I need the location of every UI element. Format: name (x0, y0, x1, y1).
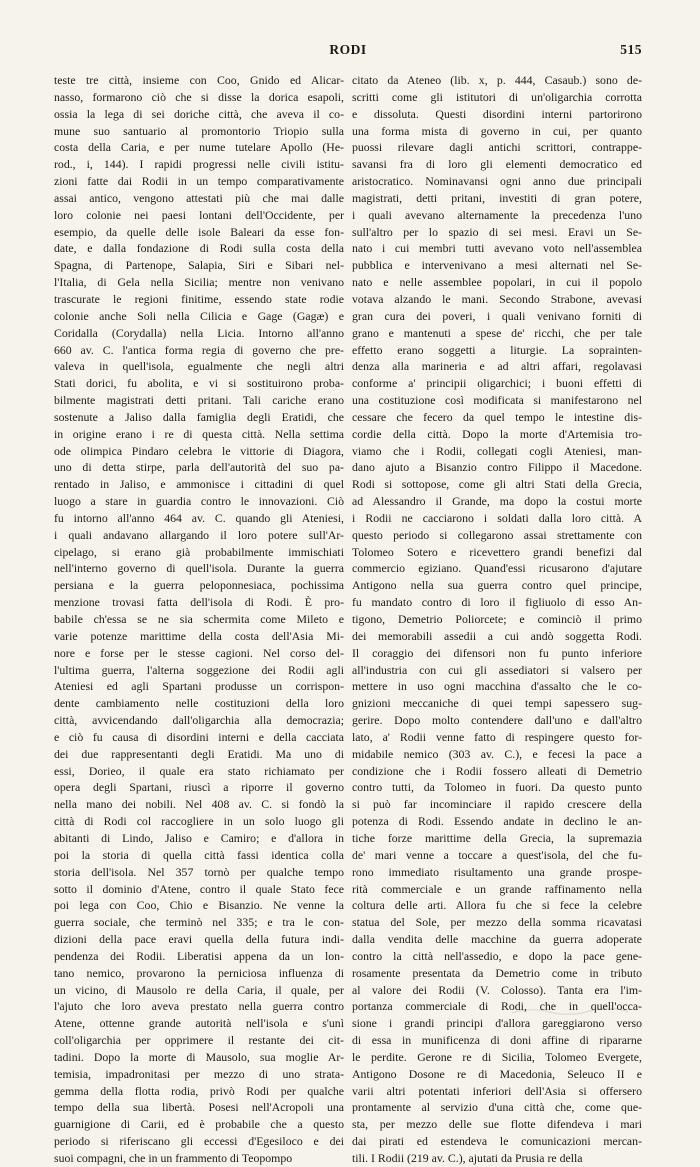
text-line: i quali andavano allargando il loro potere sull'Ar- (54, 527, 344, 542)
text-line: condizione che i Rodii fossero alleati di Demetrio (352, 763, 642, 778)
text-line: mune suo santuario al promontorio Triopio sulla (54, 123, 344, 138)
text-line: tadini. Dopo la morte di Mausolo, sua moglie Ar- (54, 1049, 344, 1064)
left-column (54, 72, 344, 1165)
text-line: Rodi si sottopose, come gli altri Stati della Grecia, (352, 477, 642, 492)
text-line: denza alla marineria e ad altri affari, regolavasi (352, 359, 642, 374)
text-line: statua del Sole, per mezzo della somma ricavatasi (352, 915, 642, 930)
text-line: poi la storia di quella città fassi identica colla (54, 847, 344, 862)
text-line: una costituzione così modificata si manifestarono nel (352, 393, 642, 408)
text-line: opera degli Spartani, riuscì a riporre il governo (54, 780, 344, 795)
text-line: coll'oligarchia per opprimere il restante dei cit- (54, 1033, 344, 1048)
text-line: puossi rilevare dagli antichi scrittori, contrappe- (352, 140, 642, 155)
text-line: Ateniesi ed agli Spartani produsse un corrispon- (54, 679, 344, 694)
text-line: tano nemico, provarono la perniciosa influenza di (54, 965, 344, 980)
text-line: dai pirati ed estendeva le comunicazioni mercan- (352, 1134, 642, 1149)
text-line: viamo che i Rodii, collegati cogli Ateniesi, man- (352, 443, 642, 458)
text-line: dei memorabili assedii a cui andò soggetta Rodi. (352, 628, 642, 643)
text-line: persiana e la guerra peloponnesiaca, pochissima (54, 578, 344, 593)
text-line: tigono, Demetrio Poliorcete; e cominciò il primo (352, 612, 642, 626)
text-line: citato da Ateneo (lib. x, p. 444, Casaub.) sono de- (352, 73, 642, 87)
text-line: gerire. Dopo molto contendere dall'uno e dall'altro (352, 713, 642, 728)
text-line: rono immediato risultamento una grande prospe- (352, 864, 642, 879)
text-line: tiche forze marittime della Grecia, la supremazia (352, 830, 642, 845)
text-line: lato, a' Rodii venne fatto di respingere questo for- (352, 729, 642, 744)
text-line: luogo a stare in guardia contro le innovazioni. Ciò (54, 494, 344, 509)
text-line: cordie della città. Dopo la morte d'Artemisia tro- (352, 426, 642, 441)
text-line: gemma della flotta rodia, privò Rodi per qualche (54, 1083, 344, 1098)
text-line: suoi compagni, che in un frammento di Teopompo (54, 1151, 293, 1165)
text-line: esempio, da quelle delle isole Baleari da esse fon- (54, 224, 344, 239)
text-line: nato e nelle assemblee popolari, in cui il popolo (352, 275, 642, 290)
text-line: assai antico, vengono attestati più che mai dalle (54, 190, 344, 205)
text-line: bilmente magistrati detti pritani. Tali cariche erano (54, 393, 344, 408)
text-line: savansi fra di loro gli elementi democratico ed (352, 157, 642, 172)
text-line: i Rodii ne cacciarono i soldati dalla loro città. A (352, 510, 642, 525)
text-line: poi lega con Coo, Chio e Bisanzio. Ne venne la (54, 898, 344, 913)
text-line: guarnigione di Carii, ed è probabile che a questo (54, 1117, 344, 1132)
text-line: nasso, formarono ciò che si disse la dorica esapoli, (54, 89, 344, 104)
text-line: valeva in quell'isola, egualmente che negli altri (54, 359, 344, 374)
text-line: prontamente al servizio d'una città che, come que- (352, 1100, 642, 1115)
right-column (352, 72, 642, 1165)
text-line: gnizioni meccaniche di quei tempi sapessero sug- (352, 696, 642, 711)
text-line: le perdite. Gerone re di Sicilia, Tolomeo Evergete, (352, 1049, 642, 1064)
text-line: pendenza dei Rodii. Liberatisi appena da un lon- (54, 948, 344, 963)
text-line: cessare che fecero da quel tempo le intestine dis- (352, 409, 642, 424)
text-line: nella mano dei nobili. Nel 408 av. C. si fondò la (54, 797, 344, 812)
text-line: scritti come gli istitutori di un'oligarchia corrotta (352, 89, 642, 104)
text-line: l'ultima guerra, l'alterna soggezione dei Rodii agli (54, 662, 344, 677)
text-line: conforme a' principii oligarchici; i buoni effetti di (352, 376, 642, 391)
text-line: varii altri potentati inferiori dell'Asia si offersero (352, 1083, 642, 1098)
text-line: Antigono nella sua guerra contro quel principe, (352, 578, 642, 593)
text-line: fu mandato contro di loro il figliuolo di esso An- (352, 595, 642, 610)
text-line: questo periodo si collegarono assai strettamente con (352, 527, 642, 542)
text-line: all'industria con cui gli assediatori si valsero per (352, 662, 642, 677)
text-line: mettere in uso ogni macchina d'assalto che le co- (352, 679, 642, 694)
text-line: de' mari venne a toccare a quest'isola, del che fu- (352, 847, 642, 862)
text-line: rità commerciale e un grande raffinamento nella (352, 881, 642, 896)
text-line: zioni fatte dai Rodii in un tempo comparativamente (54, 174, 344, 189)
text-line: pubblica e intervenivano a mesi alternati nel Se- (352, 258, 642, 273)
text-line: al valore dei Rodii (V. Colosso). Tanta era l'im- (352, 982, 642, 997)
text-line: grano e mantenuti a spese de' ricchi, che per tale (352, 325, 642, 340)
text-line: in origine erano i re di questa città. Nella settima (54, 426, 344, 441)
bleed-through-mark (510, 1005, 630, 1017)
text-line: effetto erano soggetti a liturgie. La soprainten- (352, 342, 642, 357)
text-line: 660 av. C. l'antica forma regia di governo che pre- (54, 342, 344, 357)
text-line: babile ch'essa se ne sia schermita come Mileto e (54, 612, 344, 626)
text-line: e ciò fu causa di disordini interni e della cacciata (54, 729, 344, 744)
text-line: potenza di Rodi. Essendo andate in declino le an- (352, 814, 642, 829)
text-line: date, e dalla fondazione di Rodi sulla costa della (54, 241, 344, 256)
text-line: tempo della sua libertà. Posesi nell'Acropoli una (54, 1100, 344, 1115)
text-line: rosamente presentata da Demetrio come in tributo (352, 965, 642, 980)
text-line: essi, Dorieo, il quale era stato richiamato per (54, 763, 344, 778)
text-line: contro tutti, da Tolomeo in fuori. Da questo punto (352, 780, 642, 795)
text-line: un vicino, di Mausolo re della Caria, il quale, per (54, 982, 344, 997)
text-line: cipelago, si erano già probabilmente immischiati (54, 544, 344, 559)
text-line: l'Italia, di Gela nella Sicilia; mentre non venivano (54, 275, 344, 290)
text-line: costa della Caria, e per nume tutelare Apollo (He- (54, 140, 344, 155)
text-line: città, avvicendando dall'oligarchia alla democrazia; (54, 713, 344, 728)
text-line: l'ajuto che loro aveva prestato nella guerra contro (54, 999, 344, 1014)
text-line: sull'altro per lo spazio di sei mesi. Eravi un Se- (352, 224, 642, 239)
text-line: aristocratico. Nominavansi ogni anno due principali (352, 174, 642, 189)
text-line: votava alzando le mani. Secondo Strabone, avevasi (352, 291, 642, 306)
text-line: commercio egiziano. Quand'essi ricusarono d'ajutare (352, 561, 642, 576)
text-columns (54, 72, 642, 1165)
text-line: guerra sociale, che terminò nel 335; e tra le con- (54, 915, 344, 930)
text-line: gran cura dei poveri, i quali venivano forniti di (352, 308, 642, 323)
text-line: sotto il dominio d'Atene, contro il quale Stato fece (54, 881, 344, 896)
text-line: midabile nemico (303 av. C.), e fecesi la pace a (352, 746, 642, 761)
text-line: sione i grandi principi d'allora gareggiarono verso (352, 1016, 642, 1031)
text-line: città di Rodi col raccogliere in un solo luogo gli (54, 814, 344, 829)
text-line: sta, per mezzo delle sue flotte difendeva i mari (352, 1117, 642, 1132)
text-line: colonie anche Soli nella Cilicia e Gage (Gagæ) e (54, 308, 344, 323)
text-line: nore e forse per le stesse cagioni. Nel corso del- (54, 645, 344, 660)
text-line: ode olimpica Pindaro celebra le vittorie di Diagora, (54, 443, 344, 458)
text-line: abitanti di Lindo, Jaliso e Camiro; e d'allora in (54, 830, 344, 845)
text-line: e dissoluta. Questi disordini interni partorirono (352, 106, 642, 121)
running-title: RODI (329, 42, 367, 57)
running-head (54, 42, 642, 62)
text-line: varie potenze marittime della costa dell'Asia Mi- (54, 628, 344, 643)
text-line: nell'interno governo di quell'isola. Durante la guerra (54, 561, 344, 576)
text-line: Tolomeo Sotero e ricevettero grandi benefizi dal (352, 544, 642, 559)
text-line: teste tre città, insieme con Coo, Gnido ed Alicar- (54, 73, 344, 87)
text-line: si può far incominciare il rapido crescere della (352, 797, 642, 812)
text-line: portanza commerciale di Rodi, che in quell'occa- (352, 999, 642, 1014)
text-line: i quali avevano alternamente la precedenza l'uno (352, 207, 642, 222)
text-line: menzione trovasi fatta dell'isola di Rodi. È pro- (54, 595, 344, 610)
text-line: dente cambiamento nelle costituzioni della loro (54, 696, 344, 711)
text-line: di essa in munificenza di doni affine di ripararne (352, 1033, 642, 1048)
text-line: periodo si riferiscano gli eccessi d'Egesiloco e dei (54, 1134, 344, 1149)
text-line: dalla vendita delle macchine da guerra adoperate (352, 932, 642, 947)
text-line: coltura delle arti. Allora fu che si fece la celebre (352, 898, 642, 913)
text-line: ossia la lega di sei doriche città, che aveva il co- (54, 106, 344, 121)
text-line: storia dell'isola. Nel 357 tornò per qualche tempo (54, 864, 344, 879)
text-line: temisia, impadronitasi per mezzo di uno strata- (54, 1066, 344, 1081)
text-line: Coridalla (Corydalla) nella Licia. Intorno all'anno (54, 325, 344, 340)
text-line: rod., i, 144). I rapidi progressi nelle civili istitu- (54, 157, 344, 172)
text-line: dano ajuto a Bisanzio contro Filippo il Macedone. (352, 460, 642, 475)
text-line: contro la città nell'assedio, e dopo la pace gene- (352, 948, 642, 963)
text-line: Stati dorici, fu abolita, e vi si sostituirono proba- (54, 376, 344, 391)
text-line: dizioni della pace eravi quella della futura indi- (54, 932, 344, 947)
text-line: Spagna, di Partenope, Salapia, Siri e Sibari nel- (54, 258, 344, 273)
text-line: magistrati, detti pritani, investiti di gran potere, (352, 190, 642, 205)
text-line: una forma mista di governo in cui, per quanto (352, 123, 642, 138)
text-line: rentado in Jaliso, e ammonisce i cittadini di quel (54, 477, 344, 492)
text-line: nato i cui membri tutti avevano voto nell'assemblea (352, 241, 642, 256)
text-line: Atene, ottenne grande autorità nell'isola e s'unì (54, 1016, 344, 1031)
page-number: 515 (620, 42, 642, 57)
text-line: Il coraggio dei difensori non fu punto inferiore (352, 645, 642, 660)
text-line: fu intorno all'anno 464 av. C. quando gli Ateniesi, (54, 510, 344, 525)
text-line: sostenute a Jaliso dalla famiglia degli Eratidi, che (54, 409, 344, 424)
text-line: loro colonie nei paesi lontani dell'Occidente, per (54, 207, 344, 222)
text-line: tili. I Rodii (219 av. C.), ajutati da Prusia re della (352, 1151, 583, 1165)
text-line: Antigono Dosone re di Macedonia, Seleuco II e (352, 1066, 642, 1081)
text-line: dei due rappresentanti degli Eratidi. Ma uno di (54, 746, 344, 761)
text-line: trascurate le regioni finitime, essendo state rodie (54, 291, 344, 306)
text-line: ad Alessandro il Grande, ma dopo la costui morte (352, 494, 642, 509)
text-line: uno di detta stirpe, parla dell'autorità del suo pa- (54, 460, 344, 475)
